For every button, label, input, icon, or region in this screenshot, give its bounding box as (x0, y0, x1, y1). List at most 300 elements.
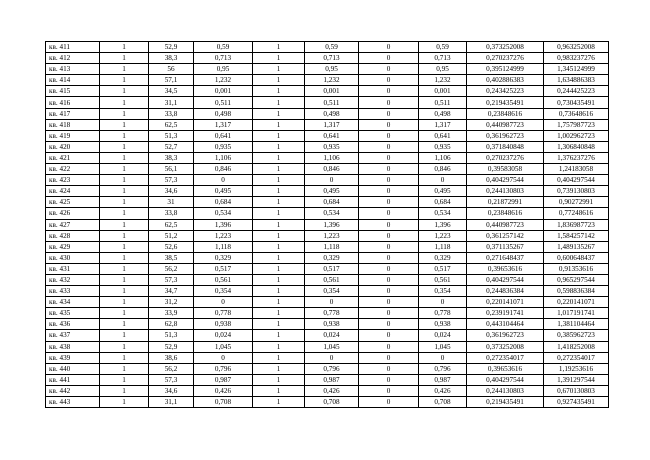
value-cell: 1,317 (194, 119, 253, 130)
value-cell: 0,511 (419, 97, 467, 108)
value-cell: 57,3 (149, 175, 194, 186)
table-row (46, 197, 609, 208)
value-cell: 52,9 (149, 341, 194, 352)
value-cell: 1 (253, 274, 305, 285)
table-row (46, 108, 609, 119)
value-cell: 0 (194, 352, 253, 363)
value-cell: 0,001 (419, 86, 467, 97)
value-cell: 1,317 (305, 119, 359, 130)
value-cell: 51,3 (149, 130, 194, 141)
table-row (46, 252, 609, 263)
value-cell: 1 (253, 64, 305, 75)
value-cell: 1 (253, 141, 305, 152)
value-cell: 0,59 (419, 42, 467, 53)
value-cell: 1 (100, 230, 149, 241)
value-cell: 31 (149, 197, 194, 208)
value-cell: 0 (359, 252, 419, 263)
value-cell: 1 (253, 308, 305, 319)
value-cell: 0,600648437 (544, 252, 609, 263)
value-cell: 0,371840848 (467, 141, 544, 152)
value-cell: 57,3 (149, 374, 194, 385)
value-cell: 1,396 (194, 219, 253, 230)
value-cell: 0,395124999 (467, 64, 544, 75)
value-cell: 1,118 (194, 241, 253, 252)
value-cell: 0,796 (194, 363, 253, 374)
value-cell: 0,987 (419, 374, 467, 385)
table-row (46, 186, 609, 197)
value-cell: 0,024 (419, 330, 467, 341)
value-cell: 1 (253, 108, 305, 119)
apartment-cell: кв. 439 (46, 352, 100, 363)
value-cell: 0,91353616 (544, 263, 609, 274)
value-cell: 1,017191741 (544, 308, 609, 319)
value-cell: 0,498 (419, 108, 467, 119)
table-row (46, 152, 609, 163)
apartment-cell: кв. 415 (46, 86, 100, 97)
value-cell: 1 (253, 208, 305, 219)
apartment-cell: кв. 441 (46, 374, 100, 385)
apartment-cell: кв. 420 (46, 141, 100, 152)
value-cell: 0,561 (305, 274, 359, 285)
value-cell: 0 (359, 241, 419, 252)
value-cell: 62,8 (149, 319, 194, 330)
value-cell: 0,511 (305, 97, 359, 108)
value-cell: 0,517 (194, 263, 253, 274)
table-row (46, 352, 609, 363)
apartment-cell: кв. 418 (46, 119, 100, 130)
value-cell: 0,243425223 (467, 86, 544, 97)
value-cell: 0,598836384 (544, 286, 609, 297)
value-cell: 0 (359, 97, 419, 108)
value-cell: 0,95 (194, 64, 253, 75)
value-cell: 0,739130803 (544, 186, 609, 197)
table-row (46, 75, 609, 86)
value-cell: 1 (100, 297, 149, 308)
value-cell: 1 (100, 397, 149, 408)
value-cell: 0,713 (305, 53, 359, 64)
value-cell: 0 (359, 152, 419, 163)
value-cell: 1 (253, 53, 305, 64)
value-cell: 0,39583058 (467, 164, 544, 175)
value-cell: 0 (359, 286, 419, 297)
apartment-cell: кв. 423 (46, 175, 100, 186)
value-cell: 0,39653616 (467, 263, 544, 274)
value-cell: 0 (359, 130, 419, 141)
value-cell: 1 (253, 385, 305, 396)
value-cell: 1,223 (305, 230, 359, 241)
value-cell: 1 (100, 286, 149, 297)
value-cell: 0,938 (194, 319, 253, 330)
value-cell: 1 (253, 241, 305, 252)
value-cell: 0,59 (194, 42, 253, 53)
value-cell: 0,713 (194, 53, 253, 64)
value-cell: 1,232 (419, 75, 467, 86)
table-row (46, 164, 609, 175)
value-cell: 0 (359, 75, 419, 86)
value-cell: 1 (100, 308, 149, 319)
value-cell: 0,534 (305, 208, 359, 219)
table-row (46, 230, 609, 241)
value-cell: 0 (419, 175, 467, 186)
value-cell: 0 (305, 297, 359, 308)
value-cell: 0 (419, 352, 467, 363)
value-cell: 52,7 (149, 141, 194, 152)
value-cell: 0 (359, 186, 419, 197)
apartment-cell: кв. 419 (46, 130, 100, 141)
value-cell: 0,426 (419, 385, 467, 396)
value-cell: 1 (100, 330, 149, 341)
apartment-cell: кв. 433 (46, 286, 100, 297)
value-cell: 1 (253, 397, 305, 408)
value-cell: 0,23848616 (467, 208, 544, 219)
value-cell: 0,935 (419, 141, 467, 152)
table-row (46, 341, 609, 352)
value-cell: 0,713 (419, 53, 467, 64)
table-row (46, 53, 609, 64)
value-cell: 0 (359, 319, 419, 330)
value-cell: 1,223 (419, 230, 467, 241)
value-cell: 34,5 (149, 86, 194, 97)
value-cell: 1 (100, 152, 149, 163)
value-cell: 1 (253, 263, 305, 274)
apartment-cell: кв. 412 (46, 53, 100, 64)
value-cell: 1 (253, 341, 305, 352)
value-cell: 0,90272991 (544, 197, 609, 208)
value-cell: 0,239191741 (467, 308, 544, 319)
value-cell: 0 (359, 64, 419, 75)
value-cell: 0,95 (419, 64, 467, 75)
value-cell: 33,9 (149, 308, 194, 319)
value-cell: 1 (100, 385, 149, 396)
apartment-cell: кв. 417 (46, 108, 100, 119)
value-cell: 1,045 (194, 341, 253, 352)
value-cell: 1,002962723 (544, 130, 609, 141)
table-row (46, 42, 609, 53)
table-row (46, 86, 609, 97)
value-cell: 1,19253616 (544, 363, 609, 374)
value-cell: 0 (359, 341, 419, 352)
table-row (46, 175, 609, 186)
value-cell: 0,385962723 (544, 330, 609, 341)
value-cell: 62,5 (149, 119, 194, 130)
value-cell: 0,511 (194, 97, 253, 108)
value-cell: 0,329 (419, 252, 467, 263)
value-cell: 0,426 (194, 385, 253, 396)
value-cell: 1 (253, 130, 305, 141)
value-cell: 62,5 (149, 219, 194, 230)
value-cell: 56,2 (149, 263, 194, 274)
value-cell: 0,361257142 (467, 230, 544, 241)
apartment-cell: кв. 416 (46, 97, 100, 108)
value-cell: 33,8 (149, 208, 194, 219)
table-row (46, 64, 609, 75)
value-cell: 0 (359, 274, 419, 285)
value-cell: 0,270237276 (467, 152, 544, 163)
apartment-cell: кв. 427 (46, 219, 100, 230)
value-cell: 34,6 (149, 186, 194, 197)
value-cell: 0 (359, 53, 419, 64)
value-cell: 0,220141071 (544, 297, 609, 308)
value-cell: 1,584257142 (544, 230, 609, 241)
apartment-cell: кв. 437 (46, 330, 100, 341)
value-cell: 0,219435491 (467, 397, 544, 408)
value-cell: 1,106 (305, 152, 359, 163)
apartment-cell: кв. 430 (46, 252, 100, 263)
table-row (46, 208, 609, 219)
value-cell: 1,381104464 (544, 319, 609, 330)
value-cell: 0 (359, 308, 419, 319)
value-cell: 0 (359, 119, 419, 130)
apartment-cell: кв. 443 (46, 397, 100, 408)
value-cell: 31,1 (149, 97, 194, 108)
value-cell: 0,846 (305, 164, 359, 175)
value-cell: 1,489135267 (544, 241, 609, 252)
table-row (46, 374, 609, 385)
table-row (46, 297, 609, 308)
value-cell: 1,118 (305, 241, 359, 252)
value-cell: 0,329 (305, 252, 359, 263)
value-cell: 0,495 (305, 186, 359, 197)
value-cell: 51,2 (149, 230, 194, 241)
value-cell: 0 (359, 263, 419, 274)
apartment-cell: кв. 434 (46, 297, 100, 308)
value-cell: 1 (100, 175, 149, 186)
apartment-cell: кв. 414 (46, 75, 100, 86)
table-row (46, 385, 609, 396)
table-row (46, 263, 609, 274)
value-cell: 0,220141071 (467, 297, 544, 308)
value-cell: 0,938 (419, 319, 467, 330)
table-row (46, 141, 609, 152)
value-cell: 1 (100, 219, 149, 230)
value-cell: 1,317 (419, 119, 467, 130)
value-cell: 0,95 (305, 64, 359, 75)
value-cell: 1 (253, 286, 305, 297)
value-cell: 1 (253, 352, 305, 363)
value-cell: 0,59 (305, 42, 359, 53)
value-cell: 1 (253, 197, 305, 208)
value-cell: 0,244130803 (467, 186, 544, 197)
apartment-cell: кв. 432 (46, 274, 100, 285)
value-cell: 1,223 (194, 230, 253, 241)
value-cell: 38,6 (149, 352, 194, 363)
value-cell: 0,024 (194, 330, 253, 341)
table-row (46, 119, 609, 130)
value-cell: 0,371135267 (467, 241, 544, 252)
table-row (46, 97, 609, 108)
value-cell: 1,396 (305, 219, 359, 230)
value-cell: 0 (359, 175, 419, 186)
apartment-cell: кв. 424 (46, 186, 100, 197)
value-cell: 0,846 (194, 164, 253, 175)
value-cell: 0 (359, 141, 419, 152)
value-cell: 1 (100, 208, 149, 219)
value-cell: 1 (100, 341, 149, 352)
value-cell: 0,641 (305, 130, 359, 141)
value-cell: 1,118 (419, 241, 467, 252)
apartment-cell: кв. 429 (46, 241, 100, 252)
value-cell: 0,684 (419, 197, 467, 208)
value-cell: 1 (100, 352, 149, 363)
value-cell: 1 (253, 230, 305, 241)
value-cell: 1 (100, 86, 149, 97)
value-cell: 0,23848616 (467, 108, 544, 119)
value-cell: 1 (100, 274, 149, 285)
value-cell: 1 (100, 97, 149, 108)
value-cell: 0,778 (419, 308, 467, 319)
value-cell: 1 (253, 152, 305, 163)
value-cell: 1 (253, 164, 305, 175)
value-cell: 0,927435491 (544, 397, 609, 408)
value-cell: 1,396 (419, 219, 467, 230)
value-cell: 0,404297544 (467, 175, 544, 186)
value-cell: 0,561 (194, 274, 253, 285)
value-cell: 1 (253, 119, 305, 130)
value-cell: 0,271648437 (467, 252, 544, 263)
table-row (46, 319, 609, 330)
value-cell: 1 (100, 363, 149, 374)
value-cell: 0 (359, 363, 419, 374)
value-cell: 0,670130803 (544, 385, 609, 396)
value-cell: 0,684 (194, 197, 253, 208)
value-cell: 0,935 (305, 141, 359, 152)
value-cell: 1,232 (305, 75, 359, 86)
value-cell: 0,708 (305, 397, 359, 408)
value-cell: 0,963252008 (544, 42, 609, 53)
value-cell: 1 (253, 319, 305, 330)
apartment-cell: кв. 431 (46, 263, 100, 274)
value-cell: 0 (194, 175, 253, 186)
value-cell: 0,935 (194, 141, 253, 152)
value-cell: 52,9 (149, 42, 194, 53)
value-cell: 0,796 (419, 363, 467, 374)
value-cell: 0,684 (305, 197, 359, 208)
value-cell: 0,440987723 (467, 119, 544, 130)
value-cell: 0,443104464 (467, 319, 544, 330)
value-cell: 56 (149, 64, 194, 75)
value-cell: 0,498 (305, 108, 359, 119)
value-cell: 1,24183058 (544, 164, 609, 175)
value-cell: 1,045 (305, 341, 359, 352)
value-cell: 0,270237276 (467, 53, 544, 64)
value-cell: 1 (253, 175, 305, 186)
value-cell: 34,6 (149, 385, 194, 396)
value-cell: 1 (253, 219, 305, 230)
value-cell: 0,272354017 (467, 352, 544, 363)
value-cell: 0 (359, 230, 419, 241)
value-cell: 1 (253, 330, 305, 341)
table-row (46, 241, 609, 252)
apartment-cell: кв. 422 (46, 164, 100, 175)
apartment-cell: кв. 425 (46, 197, 100, 208)
apartment-cell: кв. 435 (46, 308, 100, 319)
value-cell: 0 (305, 352, 359, 363)
value-cell: 0,778 (194, 308, 253, 319)
value-cell: 0,001 (194, 86, 253, 97)
value-cell: 38,3 (149, 152, 194, 163)
value-cell: 0,219435491 (467, 97, 544, 108)
value-cell: 1,306840848 (544, 141, 609, 152)
value-cell: 1 (100, 252, 149, 263)
value-cell: 0,001 (305, 86, 359, 97)
value-cell: 1 (100, 141, 149, 152)
value-cell: 1,045 (419, 341, 467, 352)
value-cell: 0,361962723 (467, 330, 544, 341)
value-cell: 1 (253, 186, 305, 197)
table-row (46, 219, 609, 230)
value-cell: 1 (100, 164, 149, 175)
value-cell: 0 (359, 86, 419, 97)
apartment-cell: кв. 440 (46, 363, 100, 374)
value-cell: 52,6 (149, 241, 194, 252)
apartment-table (45, 41, 609, 408)
value-cell: 1,836987723 (544, 219, 609, 230)
value-cell: 0,73648616 (544, 108, 609, 119)
value-cell: 0 (359, 297, 419, 308)
value-cell: 57,1 (149, 75, 194, 86)
value-cell: 1 (253, 97, 305, 108)
value-cell: 0,272354017 (544, 352, 609, 363)
value-cell: 1,634886383 (544, 75, 609, 86)
value-cell: 1 (100, 186, 149, 197)
table-row (46, 308, 609, 319)
value-cell: 0,730435491 (544, 97, 609, 108)
value-cell: 1,391297544 (544, 374, 609, 385)
value-cell: 57,3 (149, 274, 194, 285)
value-cell: 0,21872991 (467, 197, 544, 208)
value-cell: 0,495 (419, 186, 467, 197)
value-cell: 0,641 (194, 130, 253, 141)
value-cell: 1,106 (419, 152, 467, 163)
value-cell: 0 (359, 397, 419, 408)
value-cell: 0,561 (419, 274, 467, 285)
value-cell: 0,426 (305, 385, 359, 396)
value-cell: 0 (359, 374, 419, 385)
value-cell: 0,404297544 (467, 274, 544, 285)
apartment-cell: кв. 413 (46, 64, 100, 75)
value-cell: 0 (359, 208, 419, 219)
table-row (46, 363, 609, 374)
value-cell: 0,983237276 (544, 53, 609, 64)
value-cell: 56,1 (149, 164, 194, 175)
apartment-cell: кв. 438 (46, 341, 100, 352)
value-cell: 0,404297544 (544, 175, 609, 186)
value-cell: 0,354 (194, 286, 253, 297)
value-cell: 0,778 (305, 308, 359, 319)
table-row (46, 286, 609, 297)
table-row (46, 274, 609, 285)
apartment-cell: кв. 442 (46, 385, 100, 396)
value-cell: 1 (253, 42, 305, 53)
value-cell: 1 (253, 86, 305, 97)
table-row (46, 130, 609, 141)
value-cell: 0,244836384 (467, 286, 544, 297)
value-cell: 0,708 (419, 397, 467, 408)
value-cell: 0,517 (419, 263, 467, 274)
value-cell: 1 (100, 197, 149, 208)
value-cell: 1 (253, 252, 305, 263)
value-cell: 0 (359, 164, 419, 175)
value-cell: 1 (253, 297, 305, 308)
apartment-cell: кв. 436 (46, 319, 100, 330)
value-cell: 33,8 (149, 108, 194, 119)
table-row (46, 330, 609, 341)
value-cell: 0,402886383 (467, 75, 544, 86)
value-cell: 0,534 (194, 208, 253, 219)
value-cell: 0,498 (194, 108, 253, 119)
value-cell: 0 (359, 219, 419, 230)
value-cell: 1 (100, 53, 149, 64)
